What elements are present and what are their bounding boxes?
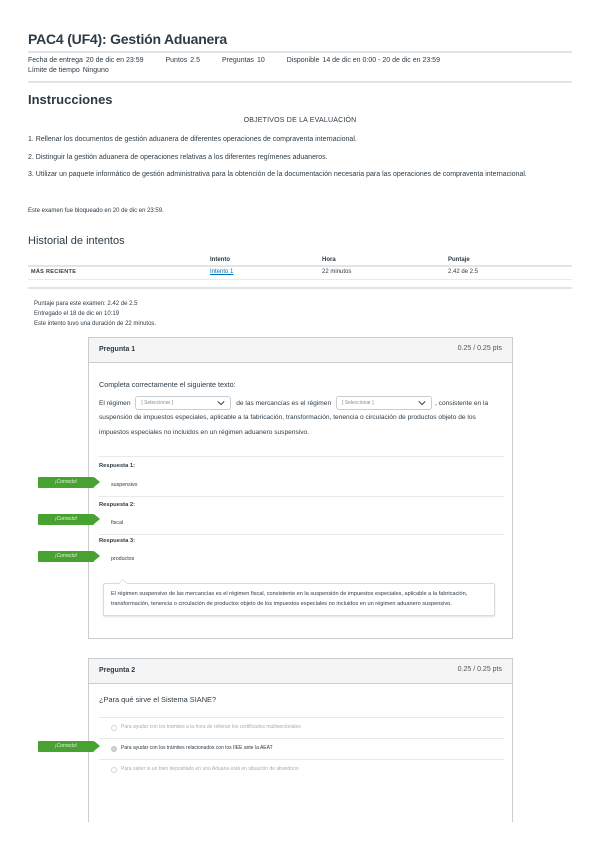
objectives-title: OBJETIVOS DE LA EVALUACIÓN: [243, 117, 357, 124]
col-time: Hora: [322, 257, 336, 263]
quiz-meta: [28, 56, 462, 76]
correct-flag: ¡Correcto!: [38, 551, 94, 562]
answer-value: fiscal: [111, 520, 124, 526]
instructions-heading: Instrucciones: [28, 92, 113, 107]
table-header: [28, 255, 572, 267]
meta-points: Puntos 2.5: [165, 57, 201, 64]
correct-flag: ¡Correcto!: [38, 514, 94, 525]
answer-select-2[interactable]: [ Seleccionar ]: [336, 396, 432, 410]
radio-button-selected[interactable]: [111, 746, 117, 752]
table-row: [28, 267, 572, 280]
correct-flag: ¡Correcto!: [38, 477, 94, 488]
meta-due: Fecha de entrega 20 de dic en 23:59: [28, 57, 144, 64]
answer-block-1: Respuesta 1: suspensivo: [99, 456, 504, 496]
score-line: Puntaje para este examen: 2.42 de 2.5: [34, 301, 138, 307]
answer-feedback: El régimen suspensivo de las mercancías es el régimen fiscal, consistente en la suspensión de impuestos especiales, aplicable a la fabricación, transformación, tenencia o circulación de productos objeto de los impuestos especiales no incluidos en un régimen aduanero suspensivo.: [103, 583, 495, 616]
question-points: 0.25 / 0.25 pts: [457, 345, 502, 352]
attempt-link[interactable]: Intento 1: [210, 269, 234, 275]
submitted-line: Entregado el 18 de dic en 10:19: [34, 311, 120, 317]
col-attempt: Intento: [210, 257, 230, 263]
question-header: [89, 338, 512, 363]
answer-block-3: Respuesta 3: productos: [99, 534, 504, 574]
duration-line: Este intento tuvo una duración de 22 minutos.: [34, 321, 157, 327]
meta-questions: Preguntas 10: [222, 57, 265, 64]
submission-summary: [34, 299, 156, 329]
question-title: Pregunta 1: [99, 346, 136, 353]
question-title: Pregunta 2: [99, 667, 136, 674]
history-heading: Historial de intentos: [28, 235, 125, 247]
answer-value: productos: [111, 556, 135, 562]
question-2: [88, 658, 513, 822]
question-header: [89, 659, 512, 684]
attempt-score: 2.42 de 2.5: [448, 269, 479, 275]
question-prompt: Completa correctamente el siguiente texto:: [99, 380, 236, 389]
divider: [28, 51, 572, 53]
question-prompt: ¿Para qué sirve el Sistema SIANE?: [99, 695, 217, 704]
question-points: 0.25 / 0.25 pts: [457, 666, 502, 673]
page-title: PAC4 (UF4): Gestión Aduanera: [28, 31, 227, 47]
answer-option-2[interactable]: Para ayudar con los trámites relacionados con los IIEE ante la AEAT: [99, 738, 504, 759]
meta-available: Disponible 14 de dic en 0:00 - 20 de dic en 23:59: [286, 57, 440, 64]
objective-2: 2. Distinguir la gestión aduanera de operaciones relativas a los diferentes regímenes aduaneros.: [28, 154, 328, 161]
correct-flag: ¡Correcto!: [38, 741, 94, 752]
locked-note: Este examen fue bloqueado en 20 de dic en 23:59.: [28, 208, 164, 214]
fill-in-text: El régimen [ Seleccionar ] de las mercancías es el régimen [ Seleccionar ] , consistente en la suspensión de impuestos especiales, aplicable a la fabricación, transformación, tenencia o circulación de productos objeto de los impuestos especiales no incluidos en un régimen aduanero suspensivo.: [99, 396, 504, 440]
chevron-down-icon: [418, 399, 426, 407]
answer-value: suspensivo: [111, 482, 138, 488]
chevron-down-icon: [217, 399, 225, 407]
question-1: [88, 337, 513, 639]
recent-label: MÁS RECIENTE: [31, 269, 77, 275]
objective-3: 3. Utilizar un paquete informático de gestión administrativa para la obtención de la documentación necesaria para las operaciones de compraventa internacional.: [28, 171, 527, 178]
radio-button[interactable]: [111, 767, 117, 773]
meta-time-limit: Límite de tiempo Ninguno: [28, 67, 109, 74]
answer-option-1[interactable]: Para ayudar con los trámites a la hora de rellenar los certificados multisectoriales: [99, 717, 504, 738]
answer-block-2: Respuesta 2: fiscal: [99, 496, 504, 534]
radio-button[interactable]: [111, 725, 117, 731]
answer-option-3[interactable]: Para saber si un bien depositado en una Aduana está en situación de abandono: [99, 759, 504, 780]
objective-1: 1. Rellenar los documentos de gestión aduanera de diferentes operaciones de compraventa internacional.: [28, 136, 357, 143]
attempt-time: 22 minutos: [322, 269, 352, 275]
divider: [28, 81, 572, 83]
col-score: Puntaje: [448, 257, 470, 263]
answer-select-1[interactable]: [ Seleccionar ]: [135, 396, 231, 410]
attempt-history-table: [28, 255, 572, 280]
divider: [28, 287, 572, 289]
